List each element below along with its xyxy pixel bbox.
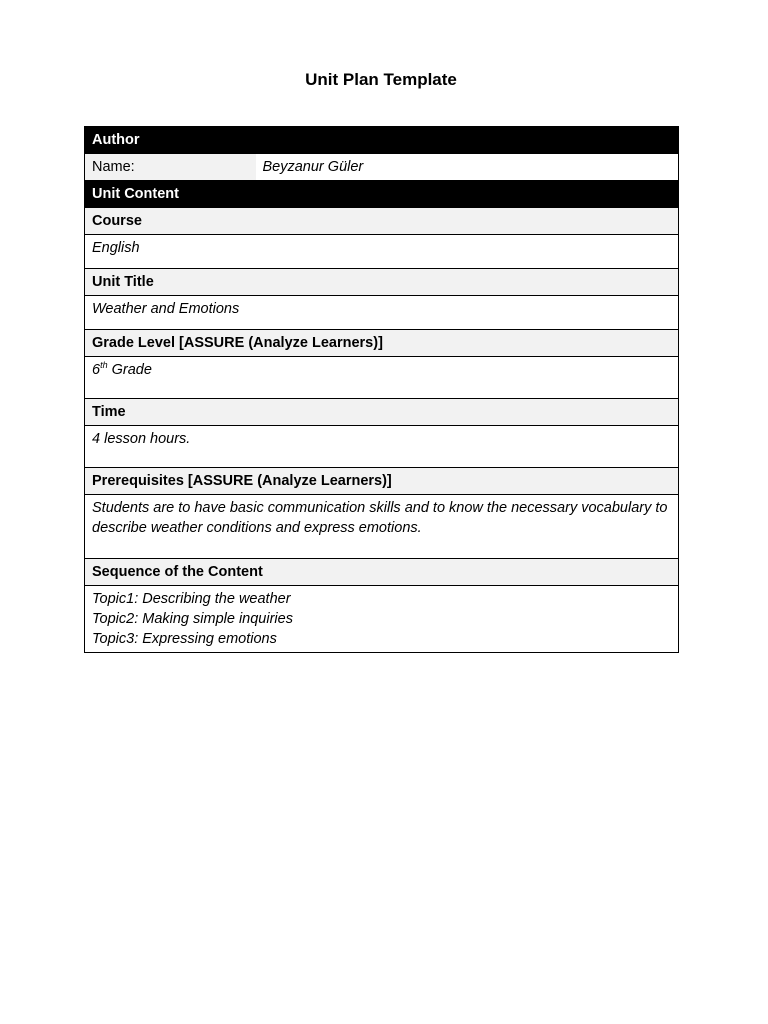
grade-number: 6 xyxy=(92,362,101,378)
grade-level-label: Grade Level [ASSURE (Analyze Learners)] xyxy=(85,330,679,357)
sequence-value-row xyxy=(85,586,679,653)
course-label-row xyxy=(85,208,679,235)
page-title: Unit Plan Template xyxy=(305,70,457,89)
name-value: Beyzanur Güler xyxy=(256,154,679,181)
grade-level-value xyxy=(85,357,679,399)
unit-title-value-row xyxy=(85,296,679,330)
topic-item: Topic1: Describing the weather xyxy=(92,591,291,607)
prerequisites-label-row xyxy=(85,468,679,495)
time-value: 4 lesson hours. xyxy=(85,426,679,468)
unit-title-label: Unit Title xyxy=(85,269,679,296)
topic-item: Topic2: Making simple inquiries xyxy=(92,611,293,627)
unit-content-header-row xyxy=(85,181,679,208)
topic-item: Topic3: Expressing emotions xyxy=(92,631,277,647)
course-value: English xyxy=(85,235,679,269)
sequence-label: Sequence of the Content xyxy=(85,559,679,586)
time-value-row xyxy=(85,426,679,468)
grade-level-value-row xyxy=(85,357,679,399)
prerequisites-label: Prerequisites [ASSURE (Analyze Learners)] xyxy=(85,468,679,495)
author-section-header: Author xyxy=(85,127,679,154)
grade-word: Grade xyxy=(107,362,152,378)
sequence-label-row xyxy=(85,559,679,586)
grade-level-label-row xyxy=(85,330,679,357)
course-value-row xyxy=(85,235,679,269)
prerequisites-value: Students are to have basic communication skills and to know the necessary vocabulary to describe weather conditions and express emotions. xyxy=(85,495,679,559)
sequence-value xyxy=(85,586,679,653)
name-label: Name: xyxy=(85,154,256,181)
grade-ordinal-suffix: th xyxy=(100,360,108,371)
course-label: Course xyxy=(85,208,679,235)
time-label: Time xyxy=(85,399,679,426)
name-row xyxy=(85,154,679,181)
unit-title-label-row xyxy=(85,269,679,296)
author-header-row xyxy=(85,127,679,154)
prerequisites-value-row xyxy=(85,495,679,559)
unit-title-value: Weather and Emotions xyxy=(85,296,679,330)
time-label-row xyxy=(85,399,679,426)
unit-plan-table xyxy=(84,126,679,653)
unit-content-section-header: Unit Content xyxy=(85,181,679,208)
